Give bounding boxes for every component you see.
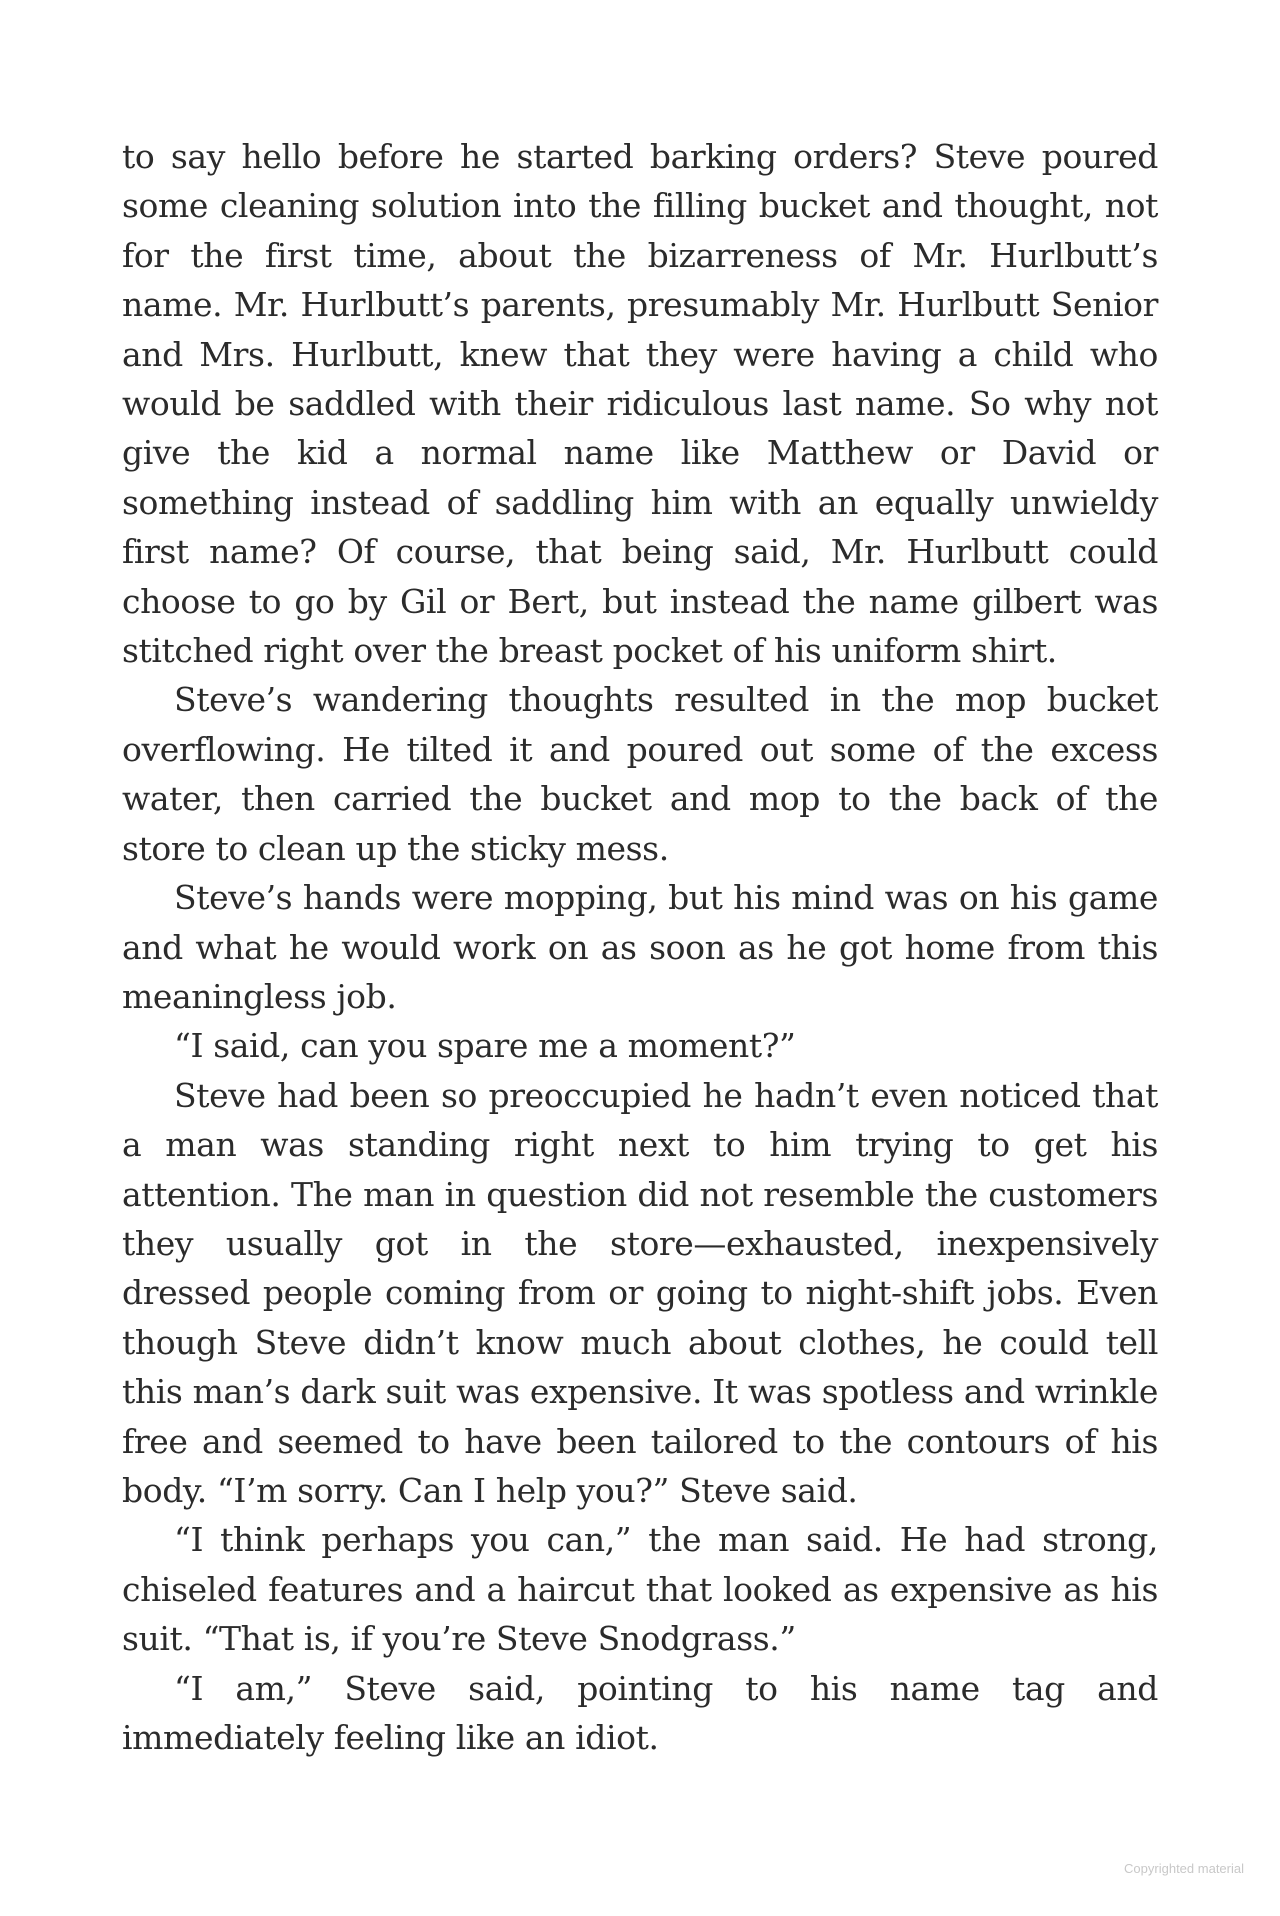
paragraph: Steve’s hands were mopping, but his mind was on his game and what he would work on as soon as he got home from this meaningless job. <box>122 878 1158 1016</box>
paragraph-dialogue: “I think perhaps you can,” the man said. He had strong, chiseled features and a haircut that looked as expensive as his suit. “That is, if you’re Steve Snodgrass.” <box>122 1520 1158 1659</box>
paragraph: Steve had been so preoccupied he hadn’t even noticed that a man was standing right next to him trying to get his attention. The man in question did not resemble the customers they usually got in the store—exhausted, inexpensively dressed people coming from or going to night-shift jobs. Even though Steve didn’t know much about clothes, he could tell this man’s dark suit was expensive. It was spotless and wrinkle free and seemed to have been tailored to the contours of his body. “I’m sorry. Can I help you?” Steve said. <box>122 1075 1158 1510</box>
paragraph: Steve’s wandering thoughts resulted in the mop bucket overflowing. He tilted it and poured out some of the excess water, then carried the bucket and mop to the back of the store to clean up the sticky mess. <box>122 680 1158 868</box>
paragraph-dialogue: “I said, can you spare me a moment?” <box>174 1026 796 1066</box>
paragraph-continuation: to say hello before he started barking orders? Steve poured some cleaning solution into the filling bucket and thought, not for the first time, about the bizarreness of Mr. Hurlbutt’s name. Mr. Hurlbutt’s parents, presumably Mr. Hurlbutt Senior and Mrs. Hurlbutt, knew that they were having a child who would be saddled with their ridiculous last name. So why not give the kid a normal name like Matthew or David or something instead of saddling him with an equally unwieldy first name? Of course, that being said, Mr. Hurlbutt could choose to go by Gil or Bert, but instead the name gilbert was stitched right over the breast pocket of his uniform shirt. <box>122 137 1158 671</box>
copyright-watermark: Copyrighted material <box>1124 1861 1244 1876</box>
paragraph-dialogue: “I am,” Steve said, pointing to his name tag and immediately feeling like an idiot. <box>122 1668 1158 1757</box>
page-body-text <box>122 132 1158 1762</box>
